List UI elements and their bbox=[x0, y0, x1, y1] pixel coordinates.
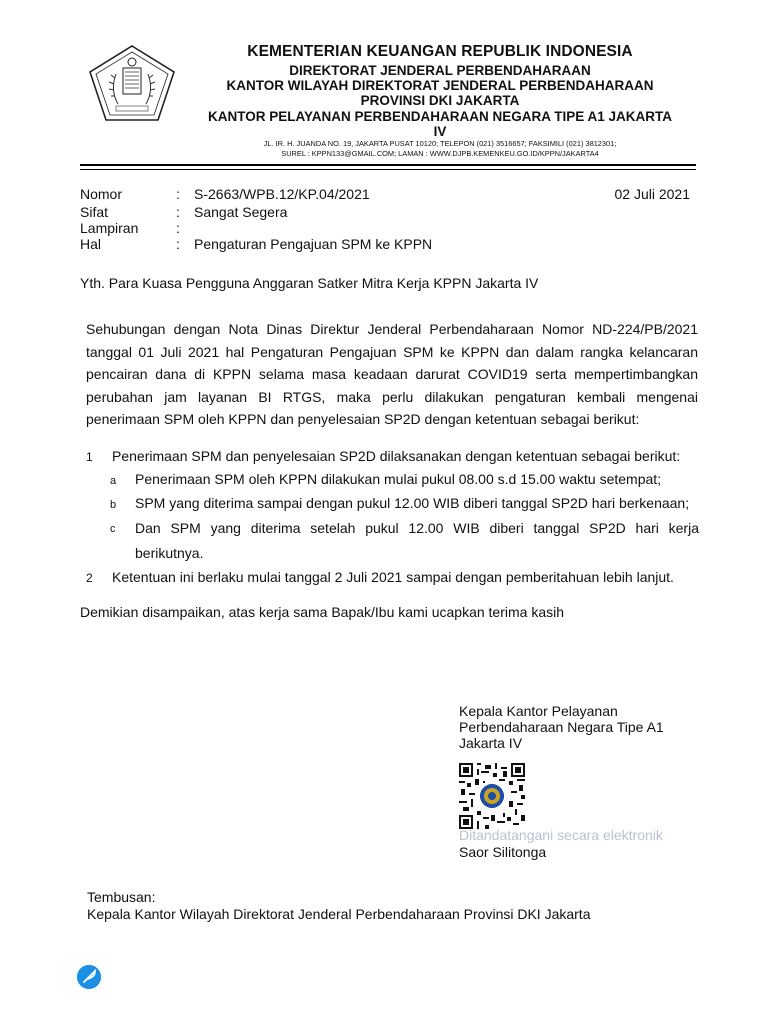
sub-item-text: Dan SPM yang diterima setelah pukul 12.00 WIB diberi tanggal SP2D hari kerja berikutnya. bbox=[135, 520, 699, 561]
sub-item-letter: c bbox=[110, 523, 116, 535]
closing-line: Demikian disampaikan, atas kerja sama Bapak/Ibu kami ucapkan terima kasih bbox=[80, 604, 565, 620]
meta-separator: : bbox=[176, 236, 180, 252]
meta-label: Hal bbox=[80, 236, 102, 252]
feather-pen-icon[interactable] bbox=[77, 965, 101, 989]
intro-paragraph: Sehubungan dengan Nota Dinas Direktur Jenderal Perbendaharaan Nomor ND-224/PB/2021 tanggal 01 Juli 2021 hal Pengaturan Pengajuan SPM ke KPPN dan dalam rangka kelancaran pencairan dana di KPPN selama masa keadaan darurat COVID19 serta mempertimbangkan perubahan jam layanan BI RTGS, maka perlu dilakukan pengaturan kembali mengenai penerimaan SPM oleh KPPN dan penyelesaian SP2D dengan ketentuan sebagai berikut: bbox=[86, 321, 698, 427]
letterhead-divider-thin bbox=[80, 169, 696, 170]
item-number: 1 bbox=[86, 450, 93, 464]
ministry-name: KEMENTERIAN KEUANGAN REPUBLIK INDONESIA bbox=[247, 43, 633, 60]
ministry-emblem-icon bbox=[88, 44, 176, 122]
addressee: Yth. Para Kuasa Pengguna Anggaran Satker Mitra Kerja KPPN Jakarta IV bbox=[80, 275, 539, 291]
cc-recipient: Kepala Kantor Wilayah Direktorat Jenderal Perbendaharaan Provinsi DKI Jakarta bbox=[87, 906, 591, 922]
signatory-title-line3: Jakarta IV bbox=[459, 735, 523, 751]
meta-separator: : bbox=[176, 186, 180, 202]
office-name: KANTOR PELAYANAN PERBENDAHARAAN NEGARA TIPE A1 JAKARTA bbox=[207, 109, 673, 124]
office-contact: SUREL : KPPN133@GMAIL.COM; LAMAN : WWW.DJPB.KEMENKEU.GO.ID/KPPN/JAKARTA4 bbox=[281, 149, 599, 158]
meta-label: Nomor bbox=[80, 186, 123, 202]
signatory-title: Kepala Kantor Pelayanan bbox=[459, 703, 618, 719]
sub-item-letter: b bbox=[110, 499, 117, 511]
item-text: Ketentuan ini berlaku mulai tanggal 2 Juli 2021 sampai dengan pemberitahuan lebih lanjut. bbox=[112, 569, 674, 585]
meta-separator: : bbox=[176, 204, 180, 220]
sub-item-letter: a bbox=[110, 475, 117, 487]
office-address: JL. IR. H. JUANDA NO. 19, JAKARTA PUSAT 10120; TELEPON (021) 3516657; FAKSIMILI (021) 3812301; bbox=[263, 139, 617, 148]
signatory-name: Saor Silitonga bbox=[459, 844, 547, 860]
meta-separator: : bbox=[176, 220, 180, 236]
letter-date: 02 Juli 2021 bbox=[614, 186, 690, 202]
meta-label: Sifat bbox=[80, 204, 109, 220]
letter-number: S-2663/WPB.12/KP.04/2021 bbox=[194, 186, 370, 202]
sub-item-text: SPM yang diterima sampai dengan pukul 12.00 WIB diberi tanggal SP2D hari berkenaan; bbox=[135, 495, 690, 511]
letter-subject: Pengaturan Pengajuan SPM ke KPPN bbox=[194, 236, 433, 252]
cc-label: Tembusan: bbox=[87, 889, 156, 905]
signatory-title-line2: Perbendaharaan Negara Tipe A1 bbox=[459, 719, 664, 735]
sub-item-text: Penerimaan SPM oleh KPPN dilakukan mulai pukul 08.00 s.d 15.00 waktu setempat; bbox=[135, 471, 662, 487]
province-name: PROVINSI DKI JAKARTA bbox=[360, 93, 520, 108]
office-name-continued: IV bbox=[433, 124, 447, 139]
directorate-name: DIREKTORAT JENDERAL PERBENDAHARAAN bbox=[289, 63, 591, 78]
regional-office-name: KANTOR WILAYAH DIREKTORAT JENDERAL PERBENDAHARAAN bbox=[226, 78, 654, 93]
item-text: Penerimaan SPM dan penyelesaian SP2D dilaksanakan dengan ketentuan sebagai berikut: bbox=[112, 448, 681, 464]
electronic-signature-note: Ditandatangani secara elektronik bbox=[459, 827, 663, 843]
meta-label: Lampiran bbox=[80, 220, 139, 236]
letterhead-divider bbox=[80, 164, 696, 166]
qr-code-icon bbox=[459, 763, 525, 829]
item-number: 2 bbox=[86, 571, 93, 585]
letter-urgency: Sangat Segera bbox=[194, 204, 288, 220]
